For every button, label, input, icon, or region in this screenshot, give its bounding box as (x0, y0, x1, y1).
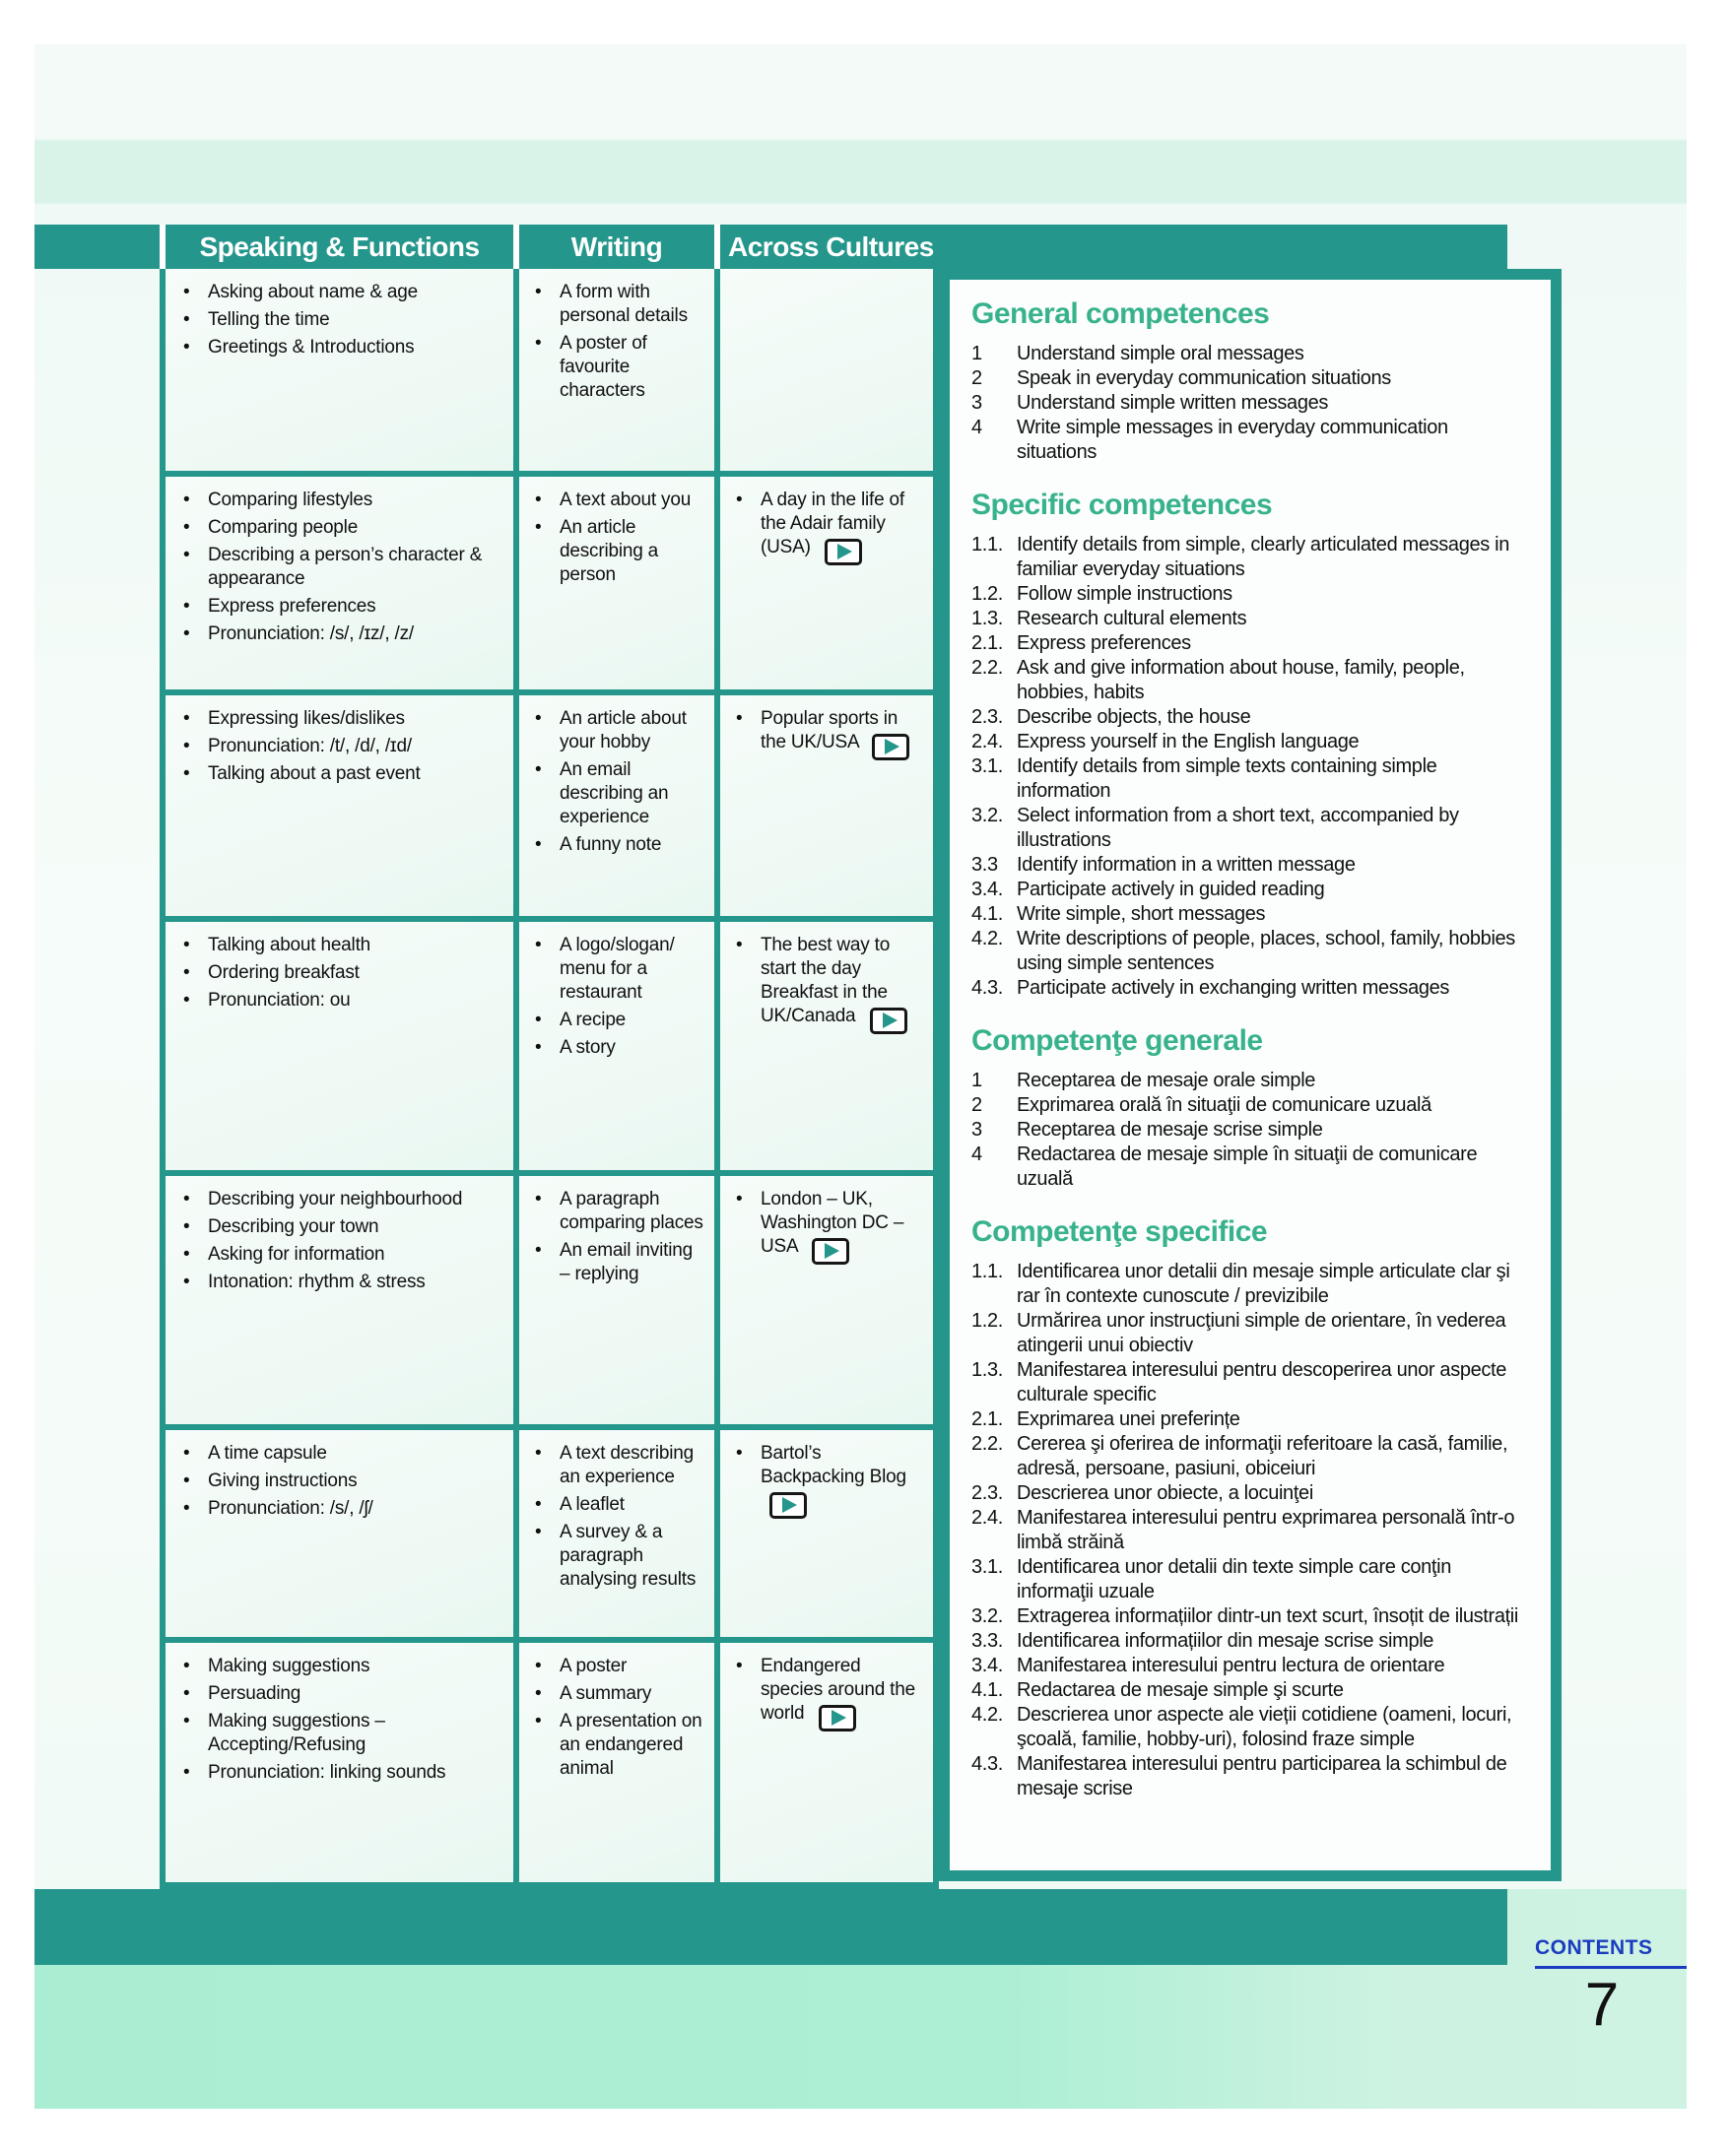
competence-item (971, 1069, 1527, 1093)
competence-text: Understand simple oral messages (1017, 343, 1304, 364)
competence-item (971, 1481, 1527, 1506)
bullet-item-text: • Pronunciation: linking sounds (208, 1762, 446, 1783)
bullet-item (183, 336, 507, 359)
bullet-item (535, 707, 706, 754)
competence-item (971, 1703, 1527, 1752)
table-cell-writing-row1 (519, 269, 714, 471)
competence-item (971, 1654, 1527, 1678)
competence-text: Cererea şi oferirea de informaţii referitoare la casă, familie, adresă, persoane, pasiuni, obiceiuri (1017, 1433, 1508, 1479)
bullet-item-text: • A logo/slogan/ menu for a restaurant (560, 935, 675, 1003)
panel-section-title: Specific competences (971, 489, 1273, 521)
play-triangle (832, 1710, 846, 1726)
bullet-item-text: • Persuading (208, 1683, 301, 1704)
bullet-item-text: • Pronunciation: /s/, /ɪz/, /z/ (208, 623, 414, 644)
bullet-item-text: • A story (560, 1037, 616, 1058)
competence-text: Speak in everyday communication situations (1017, 367, 1391, 389)
bullet-item-text: • Popular sports in the UK/USA (761, 707, 925, 760)
table-cell-cultures-row4 (720, 922, 933, 1170)
competence-number: 3.1. (971, 755, 1003, 777)
contents-label: CONTENTS (1535, 1936, 1653, 1959)
table-cell-cultures-row1 (720, 269, 933, 471)
bullet-item-text: • An email inviting – replying (560, 1240, 693, 1284)
bullet-item-text: • Describing a person’s character & appearance (208, 545, 483, 589)
competence-text: Manifestarea interesului pentru lectura de orientare (1017, 1655, 1445, 1676)
bullet-item-text: • Ordering breakfast (208, 962, 360, 983)
competence-number: 2.1. (971, 1408, 1003, 1430)
bullet-item-text: • An article describing a person (560, 517, 659, 585)
bullet-item (736, 1655, 925, 1731)
competence-number: 3.3. (971, 1630, 1003, 1652)
bullet-item-text: • A day in the life of the Adair family (USA) (761, 489, 925, 565)
competence-text: Exprimarea unei preferințe (1017, 1408, 1240, 1430)
bullet-item-text: • A time capsule (208, 1443, 327, 1464)
competence-text: Identify information in a written message (1017, 854, 1356, 876)
table-cell-writing-row4 (519, 922, 714, 1170)
competence-number: 1.1. (971, 534, 1003, 555)
competence-number: 2.3. (971, 1482, 1003, 1504)
page-number: 7 (1584, 1971, 1620, 2039)
competence-text: Participate actively in exchanging written messages (1017, 977, 1450, 999)
table-cell-writing-row5 (519, 1176, 714, 1424)
table-cell-speaking-row4 (166, 922, 513, 1170)
bullet-item-text: • Making suggestions (208, 1656, 370, 1676)
panel-section (971, 489, 1527, 1001)
table-cell-cultures-row3 (720, 695, 933, 916)
bullet-item (535, 332, 706, 403)
bullet-item (535, 833, 706, 857)
bullet-item (736, 1188, 925, 1265)
competence-text: Express yourself in the English language (1017, 731, 1360, 752)
bullet-item-text: • A survey & a paragraph analysing results (560, 1522, 697, 1590)
competence-number: 1 (971, 343, 982, 364)
bullet-item (183, 281, 507, 304)
column-header-speaking: Speaking & Functions (199, 230, 480, 262)
competence-number: 3 (971, 392, 982, 414)
competence-text: Identify details from simple texts containing simple information (1017, 755, 1437, 802)
bullet-item (183, 1761, 507, 1785)
competence-text: Understand simple written messages (1017, 392, 1329, 414)
video-play-icon[interactable] (825, 539, 862, 565)
play-triangle (837, 544, 852, 559)
competence-item (971, 1358, 1527, 1407)
table-cell-speaking-row2 (166, 477, 513, 689)
bullet-item-text: • Talking about health (208, 935, 371, 955)
contents-underline (1535, 1966, 1687, 1969)
competence-number: 3.2. (971, 1605, 1003, 1627)
table-cell-writing-row6 (519, 1430, 714, 1637)
competence-item (971, 1118, 1527, 1143)
competence-text: Redactarea de mesaje simple şi scurte (1017, 1679, 1344, 1701)
competence-number: 2.4. (971, 1507, 1003, 1529)
competence-text: Urmărirea unor instrucţiuni simple de orientare, în vederea atingerii unui obiectiv (1017, 1310, 1506, 1356)
competence-text: Exprimarea orală în situaţii de comunicare uzuală (1017, 1094, 1431, 1116)
table-cell-writing-row3 (519, 695, 714, 916)
bullet-item-text: • Express preferences (208, 596, 376, 617)
competence-number: 4.3. (971, 1753, 1003, 1775)
competence-number: 1.3. (971, 1359, 1003, 1381)
bullet-item (183, 1215, 507, 1239)
bullet-item (535, 516, 706, 587)
competence-item (971, 853, 1527, 878)
competence-text: Manifestarea interesului pentru exprimarea personală într-o limbă străină (1017, 1507, 1515, 1553)
table-header-bar (34, 225, 1507, 269)
table-cell-writing-row2 (519, 477, 714, 689)
bullet-item-text: • Bartol’s Backpacking Blog (761, 1442, 925, 1519)
competence-text: Identificarea informațiilor din mesaje scrise simple (1017, 1630, 1434, 1652)
competence-item (971, 1678, 1527, 1703)
bullet-item (183, 308, 507, 332)
competence-item (971, 705, 1527, 730)
competence-text: Descrierea unor aspecte ale vieții cotidiene (oameni, locuri, şcoală, familie, hobby-uri), folosind fraze simple (1017, 1704, 1512, 1750)
bullet-item (535, 934, 706, 1005)
bullet-item (183, 622, 507, 646)
bullet-item-text: • A poster of favourite characters (560, 333, 647, 401)
competence-item (971, 582, 1527, 607)
panel-section (971, 1215, 1527, 1801)
competence-number: 1.3. (971, 608, 1003, 629)
competence-number: 2 (971, 1094, 982, 1116)
bullet-item (183, 1188, 507, 1211)
competences-panel (939, 269, 1562, 1881)
competence-item (971, 1309, 1527, 1358)
bullet-item (183, 516, 507, 540)
competence-text: Participate actively in guided reading (1017, 879, 1325, 900)
competence-number: 3 (971, 1119, 982, 1141)
competence-item (971, 1604, 1527, 1629)
bullet-item (535, 1188, 706, 1235)
bullet-item (183, 1243, 507, 1267)
bullet-item (736, 934, 925, 1034)
bullet-item-text: • Describing your town (208, 1216, 379, 1237)
bullet-item-text: • A recipe (560, 1010, 627, 1030)
bullet-item-text: • Greetings & Introductions (208, 337, 415, 358)
competence-number: 3.1. (971, 1556, 1003, 1578)
competence-text: Identificarea unor detalii din texte simple care conţin informaţii uzuale (1017, 1556, 1452, 1602)
table-cell-speaking-row3 (166, 695, 513, 916)
bullet-item-text: • Expressing likes/dislikes (208, 708, 405, 729)
competence-text: Manifestarea interesului pentru descoperirea unor aspecte culturale specific (1017, 1359, 1507, 1405)
video-play-icon[interactable] (769, 1492, 807, 1519)
competence-number: 1 (971, 1070, 982, 1091)
competence-item (971, 1752, 1527, 1801)
table-cell-cultures-row6 (720, 1430, 933, 1637)
panel-section-title: Competenţe generale (971, 1024, 1263, 1057)
competence-text: Follow simple instructions (1017, 583, 1232, 605)
competence-item (971, 730, 1527, 754)
bullet-item (535, 1036, 706, 1060)
bullet-item (183, 989, 507, 1013)
panel-section (971, 1024, 1527, 1192)
video-play-icon[interactable] (870, 1008, 907, 1034)
competence-item (971, 1629, 1527, 1654)
video-play-icon[interactable] (819, 1705, 856, 1731)
bullet-item (183, 489, 507, 512)
competence-number: 3.4. (971, 1655, 1003, 1676)
column-header-cultures: Across Cultures (728, 230, 934, 262)
bullet-item-text: • A text about you (560, 490, 692, 510)
bullet-item (183, 1655, 507, 1678)
competence-number: 2.2. (971, 1433, 1003, 1455)
competence-item (971, 533, 1527, 582)
competence-text: Descrierea unor obiecte, a locuinţei (1017, 1482, 1313, 1504)
play-triangle (885, 739, 899, 754)
play-triangle (825, 1243, 839, 1259)
bottom-teal-bar (34, 1889, 1507, 1965)
bullet-item (183, 1442, 507, 1466)
bullet-item-text: • Asking for information (208, 1244, 385, 1265)
bullet-item-text: • Comparing people (208, 517, 359, 538)
bullet-item-text: • Giving instructions (208, 1470, 358, 1491)
bullet-item (535, 1710, 706, 1781)
bullet-item (183, 707, 507, 731)
competence-item (971, 366, 1527, 391)
bullet-item (535, 1655, 706, 1678)
competence-text: Redactarea de mesaje simple în situaţii de comunicare uzuală (1017, 1143, 1478, 1190)
competence-number: 3.3 (971, 854, 998, 876)
bullet-item-text: • The best way to start the day Breakfast in the UK/Canada (761, 934, 925, 1034)
competence-number: 4 (971, 1143, 982, 1165)
bullet-item-text: • Endangered species around the world (761, 1655, 925, 1731)
column-header-writing: Writing (570, 230, 663, 262)
bullet-item (535, 1009, 706, 1032)
bullet-item-text: • A presentation on an endangered animal (560, 1711, 702, 1779)
bullet-item-text: • Pronunciation: /s/, /ʃ/ (208, 1498, 373, 1519)
bullet-item (183, 762, 507, 786)
bullet-item-text: • Talking about a past event (208, 763, 421, 784)
bullet-item-text: • Intonation: rhythm & stress (208, 1272, 426, 1292)
competence-number: 1.1. (971, 1261, 1003, 1282)
bullet-item (535, 1442, 706, 1489)
competence-text: Receptarea de mesaje scrise simple (1017, 1119, 1323, 1141)
bullet-item (736, 1442, 925, 1519)
bullet-item-text: • Asking about name & age (208, 282, 418, 302)
bullet-item (183, 961, 507, 985)
competence-item (971, 927, 1527, 976)
competence-text: Identify details from simple, clearly articulated messages in familiar everyday situations (1017, 534, 1509, 580)
bullet-item (535, 1239, 706, 1286)
play-triangle (782, 1497, 797, 1513)
table-cell-speaking-row7 (166, 1643, 513, 1882)
competence-text: Receptarea de mesaje orale simple (1017, 1070, 1316, 1091)
competence-item (971, 902, 1527, 927)
competence-number: 1.2. (971, 583, 1003, 605)
bullet-item (183, 595, 507, 619)
competence-number: 4.2. (971, 1704, 1003, 1726)
bullet-item (535, 1521, 706, 1592)
bullet-item (183, 934, 507, 957)
competence-number: 1.2. (971, 1310, 1003, 1332)
competence-text: Research cultural elements (1017, 608, 1247, 629)
competence-item (971, 804, 1527, 853)
bullet-item (535, 281, 706, 328)
table-cell-speaking-row6 (166, 1430, 513, 1637)
competence-item (971, 416, 1527, 465)
bullet-item (183, 735, 507, 758)
competence-text: Write descriptions of people, places, school, family, hobbies using simple sentences (1017, 928, 1515, 974)
competence-item (971, 631, 1527, 656)
competence-item (971, 1143, 1527, 1192)
competence-text: Manifestarea interesului pentru participarea la schimbul de mesaje scrise (1017, 1753, 1507, 1799)
competence-text: Extragerea informațiilor dintr-un text scurt, însoțit de ilustrații (1017, 1605, 1518, 1627)
competence-item (971, 607, 1527, 631)
bullet-item-text: • A text describing an experience (560, 1443, 695, 1487)
competence-text: Express preferences (1017, 632, 1191, 654)
competence-number: 2.2. (971, 657, 1003, 679)
bullet-item-text: • Comparing lifestyles (208, 490, 373, 510)
bullet-item (183, 1710, 507, 1757)
bullet-item-text: • A poster (560, 1656, 628, 1676)
competence-text: Write simple, short messages (1017, 903, 1266, 925)
competence-item (971, 1432, 1527, 1481)
competence-number: 3.4. (971, 879, 1003, 900)
syllabus-table (160, 269, 939, 1889)
competence-text: Write simple messages in everyday communication situations (1017, 417, 1448, 463)
competence-item (971, 1407, 1527, 1432)
table-cell-cultures-row5 (720, 1176, 933, 1424)
competence-item (971, 1260, 1527, 1309)
competence-number: 4.1. (971, 1679, 1003, 1701)
video-play-icon[interactable] (812, 1238, 849, 1265)
bullet-item-text: • Pronunciation: /t/, /d/, /ɪd/ (208, 736, 412, 756)
competence-item (971, 342, 1527, 366)
bullet-item (183, 1470, 507, 1493)
competence-item (971, 976, 1527, 1001)
bullet-item (535, 1493, 706, 1517)
panel-section-title: General competences (971, 297, 1270, 330)
bullet-item (535, 758, 706, 829)
competence-number: 2.3. (971, 706, 1003, 728)
table-cell-speaking-row5 (166, 1176, 513, 1424)
bullet-item (736, 489, 925, 565)
competence-item (971, 754, 1527, 804)
panel-section (971, 297, 1527, 465)
bullet-item (535, 1682, 706, 1706)
bullet-item (183, 544, 507, 591)
bullet-item-text: • A paragraph comparing places (560, 1189, 703, 1233)
competence-number: 2.4. (971, 731, 1003, 752)
bullet-item-text: • A leaflet (560, 1494, 625, 1515)
bullet-item-text: • Pronunciation: ou (208, 990, 351, 1011)
table-cell-cultures-row7 (720, 1643, 933, 1882)
bullet-item (535, 489, 706, 512)
competence-text: Describe objects, the house (1017, 706, 1251, 728)
competence-number: 3.2. (971, 805, 1003, 826)
bullet-item-text: • An article about your hobby (560, 708, 687, 752)
competence-text: Identificarea unor detalii din mesaje simple articulate clar şi rar în contexte cunoscute / previzibile (1017, 1261, 1510, 1307)
competence-item (971, 391, 1527, 416)
bullet-item (183, 1271, 507, 1294)
competence-item (971, 878, 1527, 902)
bullet-item-text: • A form with personal details (560, 282, 688, 326)
competence-number: 2.1. (971, 632, 1003, 654)
table-cell-cultures-row2 (720, 477, 933, 689)
bullet-item (736, 707, 925, 760)
table-cell-speaking-row1 (166, 269, 513, 471)
competence-item (971, 656, 1527, 705)
competence-item (971, 1555, 1527, 1604)
bullet-item-text: • Making suggestions – Accepting/Refusing (208, 1711, 385, 1755)
competence-number: 4.3. (971, 977, 1003, 999)
bullet-item-text: • Describing your neighbourhood (208, 1189, 463, 1209)
competence-number: 4 (971, 417, 982, 438)
table-cell-writing-row7 (519, 1643, 714, 1882)
competence-number: 2 (971, 367, 982, 389)
bullet-item-text: • A funny note (560, 834, 662, 855)
bullet-item-text: • A summary (560, 1683, 652, 1704)
panel-section-title: Competenţe specifice (971, 1215, 1268, 1248)
play-triangle (883, 1013, 898, 1028)
bullet-item-text: • An email describing an experience (560, 759, 669, 827)
bullet-item-text: • London – UK, Washington DC – USA (761, 1188, 925, 1265)
bullet-item (183, 1682, 507, 1706)
competence-item (971, 1506, 1527, 1555)
competence-item (971, 1093, 1527, 1118)
competence-text: Select information from a short text, accompanied by illustrations (1017, 805, 1459, 851)
competence-number: 4.2. (971, 928, 1003, 949)
competence-number: 4.1. (971, 903, 1003, 925)
bullet-item-text: • Telling the time (208, 309, 330, 330)
bullet-item (183, 1497, 507, 1521)
competence-text: Ask and give information about house, family, people, hobbies, habits (1017, 657, 1465, 703)
video-play-icon[interactable] (872, 734, 909, 760)
